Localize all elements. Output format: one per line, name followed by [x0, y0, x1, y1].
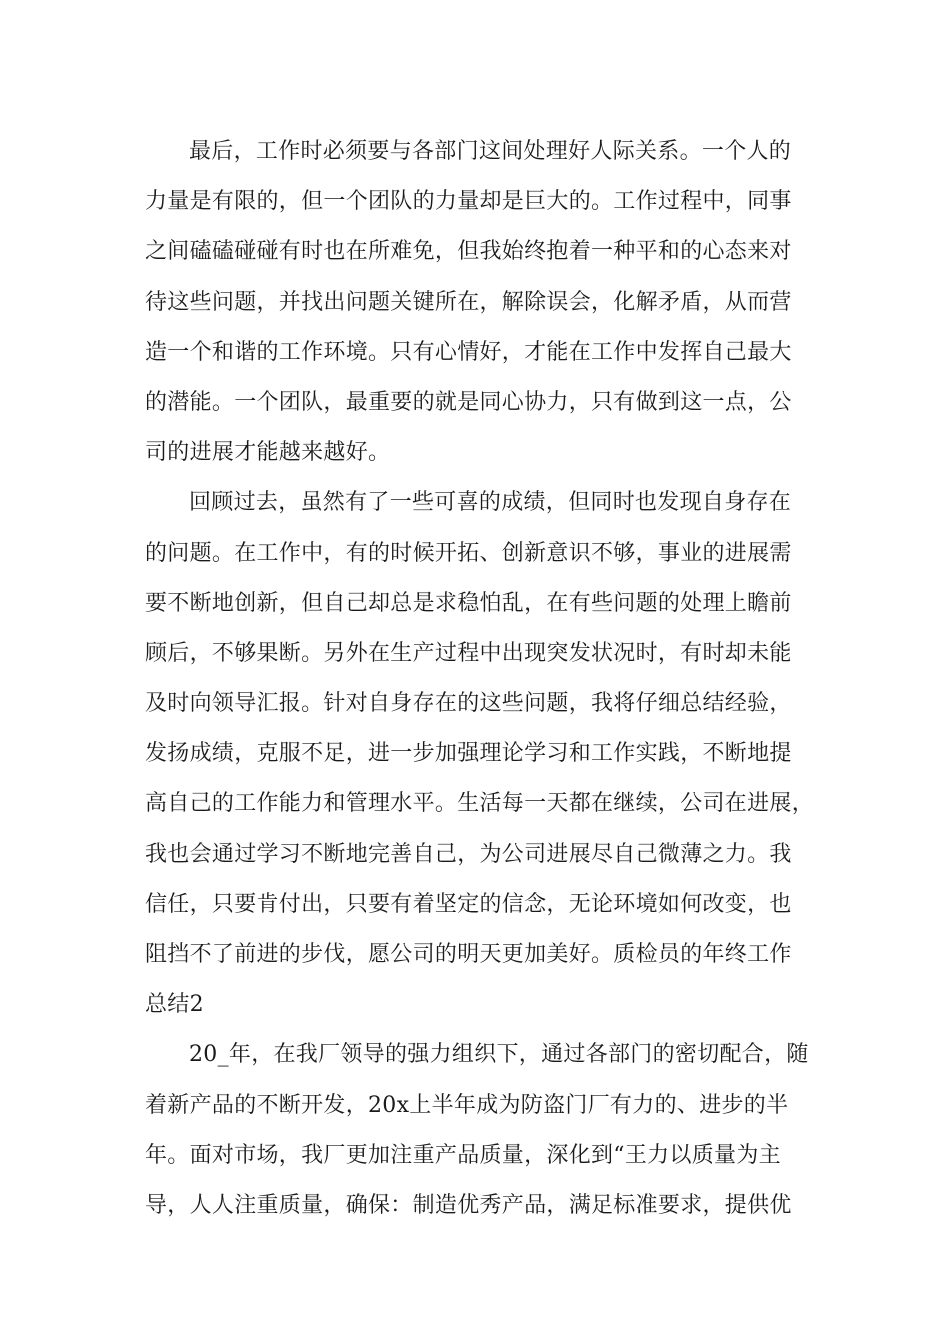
text-line: 最后，工作时必须要与各部门这间处理好人际关系。一个人的 — [189, 139, 792, 164]
text-line: 信任，只要肯付出，只要有着坚定的信念，无论环境如何改变，也 — [145, 891, 792, 917]
text-line: 的问题。在工作中，有的时候开拓、创新意识不够，事业的进展需 — [145, 540, 792, 566]
text-line: 阻挡不了前进的步伐，愿公司的明天更加美好。质检员的年终工作 — [145, 942, 792, 967]
text-line: 发扬成绩，克服不足，进一步加强理论学习和工作实践，不断地提 — [145, 741, 792, 767]
text-line: 20_年，在我厂领导的强力组织下，通过各部门的密切配合，随 — [189, 1042, 809, 1068]
text-line: 顾后，不够果断。另外在生产过程中出现突发状况时，有时却未能 — [145, 640, 792, 666]
text-line: 待这些问题，并找出问题关键所在，解除误会，化解矛盾，从而营 — [145, 289, 792, 315]
text-line: 及时向领导汇报。针对自身存在的这些问题，我将仔细总结经验， — [145, 691, 792, 717]
text-line: 的潜能。一个团队，最重要的就是同心协力，只有做到这一点，公 — [145, 389, 792, 415]
text-line: 我也会通过学习不断地完善自己，为公司进展尽自己微薄之力。我 — [145, 841, 792, 867]
text-line: 高自己的工作能力和管理水平。生活每一天都在继续，公司在进展， — [145, 791, 815, 817]
document-body — [145, 127, 815, 1231]
text-line: 总结2 — [145, 992, 204, 1018]
text-line: 导，人人注重质量，确保：制造优秀产品，满足标准要求，提供优 — [145, 1192, 792, 1218]
text-line: 要不断地创新，但自己却总是求稳怕乱，在有些问题的处理上瞻前 — [145, 590, 792, 616]
text-line: 力量是有限的，但一个团队的力量却是巨大的。工作过程中，同事 — [145, 189, 792, 215]
text-line: 之间磕磕碰碰有时也在所难免，但我始终抱着一种平和的心态来对 — [145, 239, 792, 265]
text-line: 司的进展才能越来越好。 — [145, 440, 391, 466]
text-line: 造一个和谐的工作环境。只有心情好，才能在工作中发挥自己最大 — [145, 339, 792, 365]
text-line: 着新产品的不断开发，20x上半年成为防盗门厂有力的、进步的半 — [145, 1092, 789, 1118]
text-line: 回顾过去，虽然有了一些可喜的成绩，但同时也发现自身存在 — [189, 490, 792, 516]
text-line: 年。面对市场，我厂更加注重产品质量，深化到“王力以质量为主 — [145, 1142, 781, 1168]
